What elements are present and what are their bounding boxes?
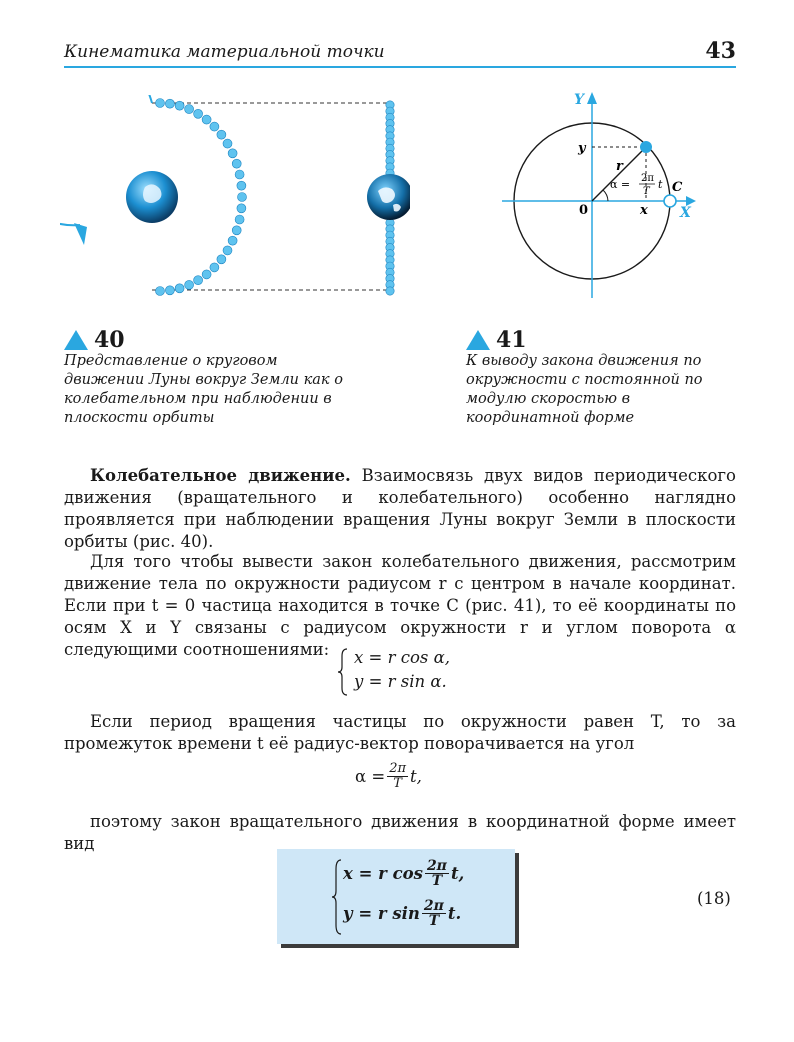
moon-bead: [232, 159, 241, 168]
paragraph-period: [64, 711, 736, 755]
moon-bead: [156, 99, 165, 108]
boxed-x-numerator: 2π: [426, 858, 447, 874]
moon-bead: [228, 149, 237, 158]
moon-bead: [217, 130, 226, 139]
moon-bead: [165, 99, 174, 108]
moon-bead: [235, 215, 244, 224]
x-axis-label: X: [680, 205, 691, 221]
moon-bead: [217, 255, 226, 264]
moon-bead: [185, 105, 194, 114]
figure-41-diagram: [500, 88, 710, 303]
r-label: r: [616, 159, 623, 174]
equation-x: x = r cos α,: [354, 648, 451, 667]
y-axis-label: Y: [574, 92, 584, 108]
figure-40-caption: [64, 326, 354, 428]
moon-bead: [175, 284, 184, 293]
boxed-x-rhs: t,: [450, 864, 465, 883]
moon-bead: [165, 286, 174, 295]
radius: [592, 147, 646, 201]
alpha-num: 2π: [641, 173, 654, 184]
moon-bead: [185, 280, 194, 289]
paragraph-1-text: Взаимосвязь двух видов периодического движения (вращательного и колебательного) особенно наглядно проявляется при наблюдении вращения Луны вокруг Земли в плоскости орбиты (рис. 40).: [64, 466, 736, 551]
figure-41-number: 41: [496, 326, 527, 353]
moon-bead: [237, 181, 246, 190]
boxed-y-denominator: T: [428, 913, 440, 929]
moon-bead: [223, 139, 232, 148]
header-rule: [64, 66, 736, 68]
boxed-y-numerator: 2π: [423, 898, 444, 914]
paragraph-4-text: поэтому закон вращательного движения в координатной форме имеет вид: [64, 812, 736, 853]
boxed-x-lhs: x = r cos: [343, 864, 423, 883]
moon-bead: [175, 101, 184, 110]
boxed-y-lhs: y = r sin: [343, 904, 420, 923]
boxed-y-fraction: [422, 899, 446, 928]
paragraph-oscillatory-motion: [64, 465, 736, 553]
moon-bead: [238, 193, 247, 202]
moon-bead: [194, 109, 203, 118]
figure-40-caption-text: Представление о круговом движении Луны вокруг Земли как о колебательном при наблюдении в плоскости орбиты: [64, 353, 343, 426]
triangle-marker-icon: [64, 330, 88, 350]
boxed-equation-18: [277, 849, 515, 944]
moon-bead: [223, 246, 232, 255]
equation-number: (18): [697, 889, 731, 908]
alpha-eq-lhs: α =: [355, 767, 386, 786]
paragraph-2-text: Для того чтобы вывести закон колебательного движения, рассмотрим движение тела по окружности радиусом r с центром в начале координат. Если при t = 0 частица находится в точке C (рис. 41), то её координаты по осям X и Y связаны с радиусом окружности r и углом поворота α следующими соотношениями:: [64, 552, 736, 659]
moon-bead: [156, 287, 165, 296]
paragraph-3-text: Если период вращения частицы по окружности равен T, то за промежуток времени t её радиус-вектор поворачивается на угол: [64, 712, 736, 753]
boxed-y-rhs: t.: [447, 904, 462, 923]
moon-bead: [237, 204, 246, 213]
boxed-x-denominator: T: [431, 873, 443, 889]
origin-label: 0: [579, 203, 589, 218]
y-label: y: [578, 141, 586, 156]
running-header: [64, 36, 736, 70]
paragraph-derivation: [64, 551, 736, 661]
y-axis-arrow: [587, 92, 597, 104]
figure-40-illustration: [60, 95, 410, 300]
orbit-arrow: [74, 223, 87, 245]
particle: [640, 141, 652, 153]
figure-40-number: 40: [94, 326, 125, 353]
alpha-fraction-denominator: T: [393, 776, 402, 791]
moon-bead: [202, 115, 211, 124]
alpha-eq-rhs: t,: [410, 767, 422, 786]
alpha-den: T: [643, 186, 650, 197]
alpha-fraction: [387, 762, 408, 791]
equation-y: y = r sin α.: [354, 672, 447, 691]
brace-icon: [332, 859, 342, 935]
triangle-marker-icon: [466, 330, 490, 350]
alpha-t: t: [658, 178, 663, 191]
paragraph-heading: Колебательное движение.: [90, 466, 351, 485]
boxed-equation-x: [343, 859, 464, 888]
angle-arc: [603, 190, 608, 201]
moon-bead: [235, 170, 244, 179]
figure-41-caption: [466, 326, 736, 428]
figure-41-caption-text: К выводу закона движения по окружности с постоянной по модулю скоростью в координатной форме: [466, 353, 703, 426]
point-c-marker: [664, 195, 676, 207]
boxed-x-fraction: [425, 859, 449, 888]
brace-icon: [338, 648, 348, 696]
page-number: 43: [705, 38, 736, 64]
boxed-equation-y: [343, 899, 461, 928]
point-c-label: C: [672, 180, 683, 195]
moon-bead: [232, 226, 241, 235]
moon-bead: [210, 122, 219, 131]
alpha-fraction-numerator: 2π: [389, 761, 407, 776]
equation-alpha: [355, 762, 422, 791]
alpha-lhs: α =: [610, 178, 631, 191]
moon-bead: [228, 236, 237, 245]
moon-bead: [194, 276, 203, 285]
moon-bead: [210, 263, 219, 272]
moon-bead: [202, 270, 211, 279]
moon-bead: [386, 287, 394, 295]
running-title: Кинематика материальной точки: [64, 42, 385, 62]
x-label: x: [640, 203, 648, 218]
